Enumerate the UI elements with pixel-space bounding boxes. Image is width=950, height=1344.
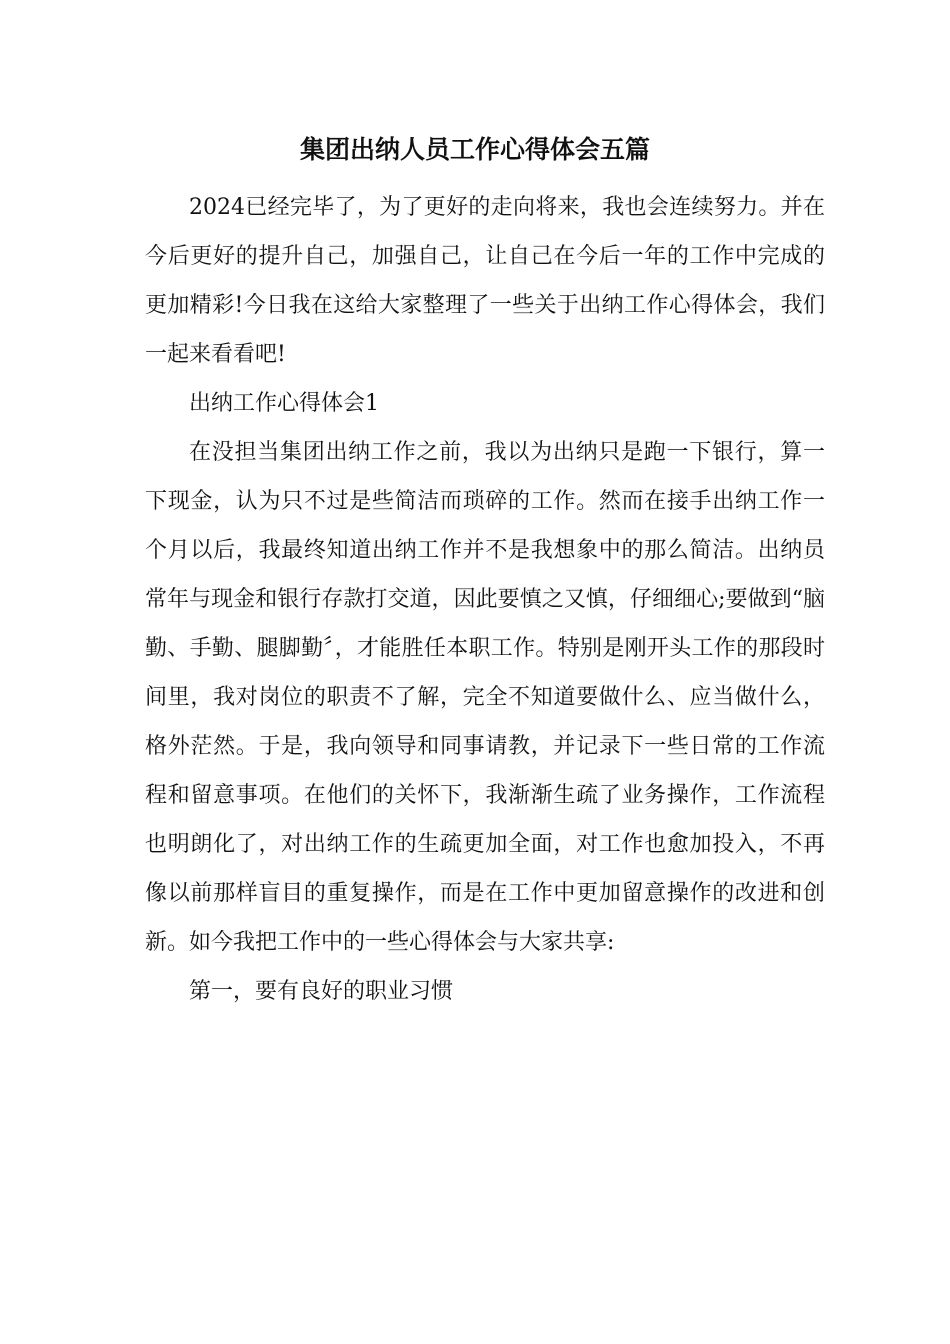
document-body	[145, 183, 825, 1016]
section-heading: 出纳工作心得体会1	[189, 391, 379, 416]
document-title: 集团出纳人员工作心得体会五篇	[299, 135, 650, 164]
subsection-heading: 第一，要有良好的职业习惯	[189, 979, 454, 1004]
body-paragraph: 在没担当集团出纳工作之前，我以为出纳只是跑一下银行，算一下现金，认为只不过是些简洁而琐碎的工作。然而在接手出纳工作一个月以后，我最终知道出纳工作并不是我想象中的那么简洁。出纳员常年与现金和银行存款打交道，因此要慎之又慎，仔细细心;要做到“脑勤、手勤、腿脚勤〞，才能胜任本职工作。特别是刚开头工作的那段时间里，我对岗位的职责不了解，完全不知道要做什么、应当做什么，格外茫然。于是，我向领导和同事请教，并记录下一些日常的工作流程和留意事项。在他们的关怀下，我渐渐生疏了业务操作，工作流程也明朗化了，对出纳工作的生疏更加全面，对工作也愈加投入，不再像以前那样盲目的重复操作，而是在工作中更加留意操作的改进和创新。如今我把工作中的一些心得体会与大家共享:	[145, 440, 825, 955]
intro-paragraph: 2024已经完毕了，为了更好的走向将来，我也会连续努力。并在今后更好的提升自己，加强自己，让自己在今后一年的工作中完成的更加精彩!今日我在这给大家整理了一些关于出纳工作心得体会，我们一起来看看吧!	[145, 195, 825, 367]
